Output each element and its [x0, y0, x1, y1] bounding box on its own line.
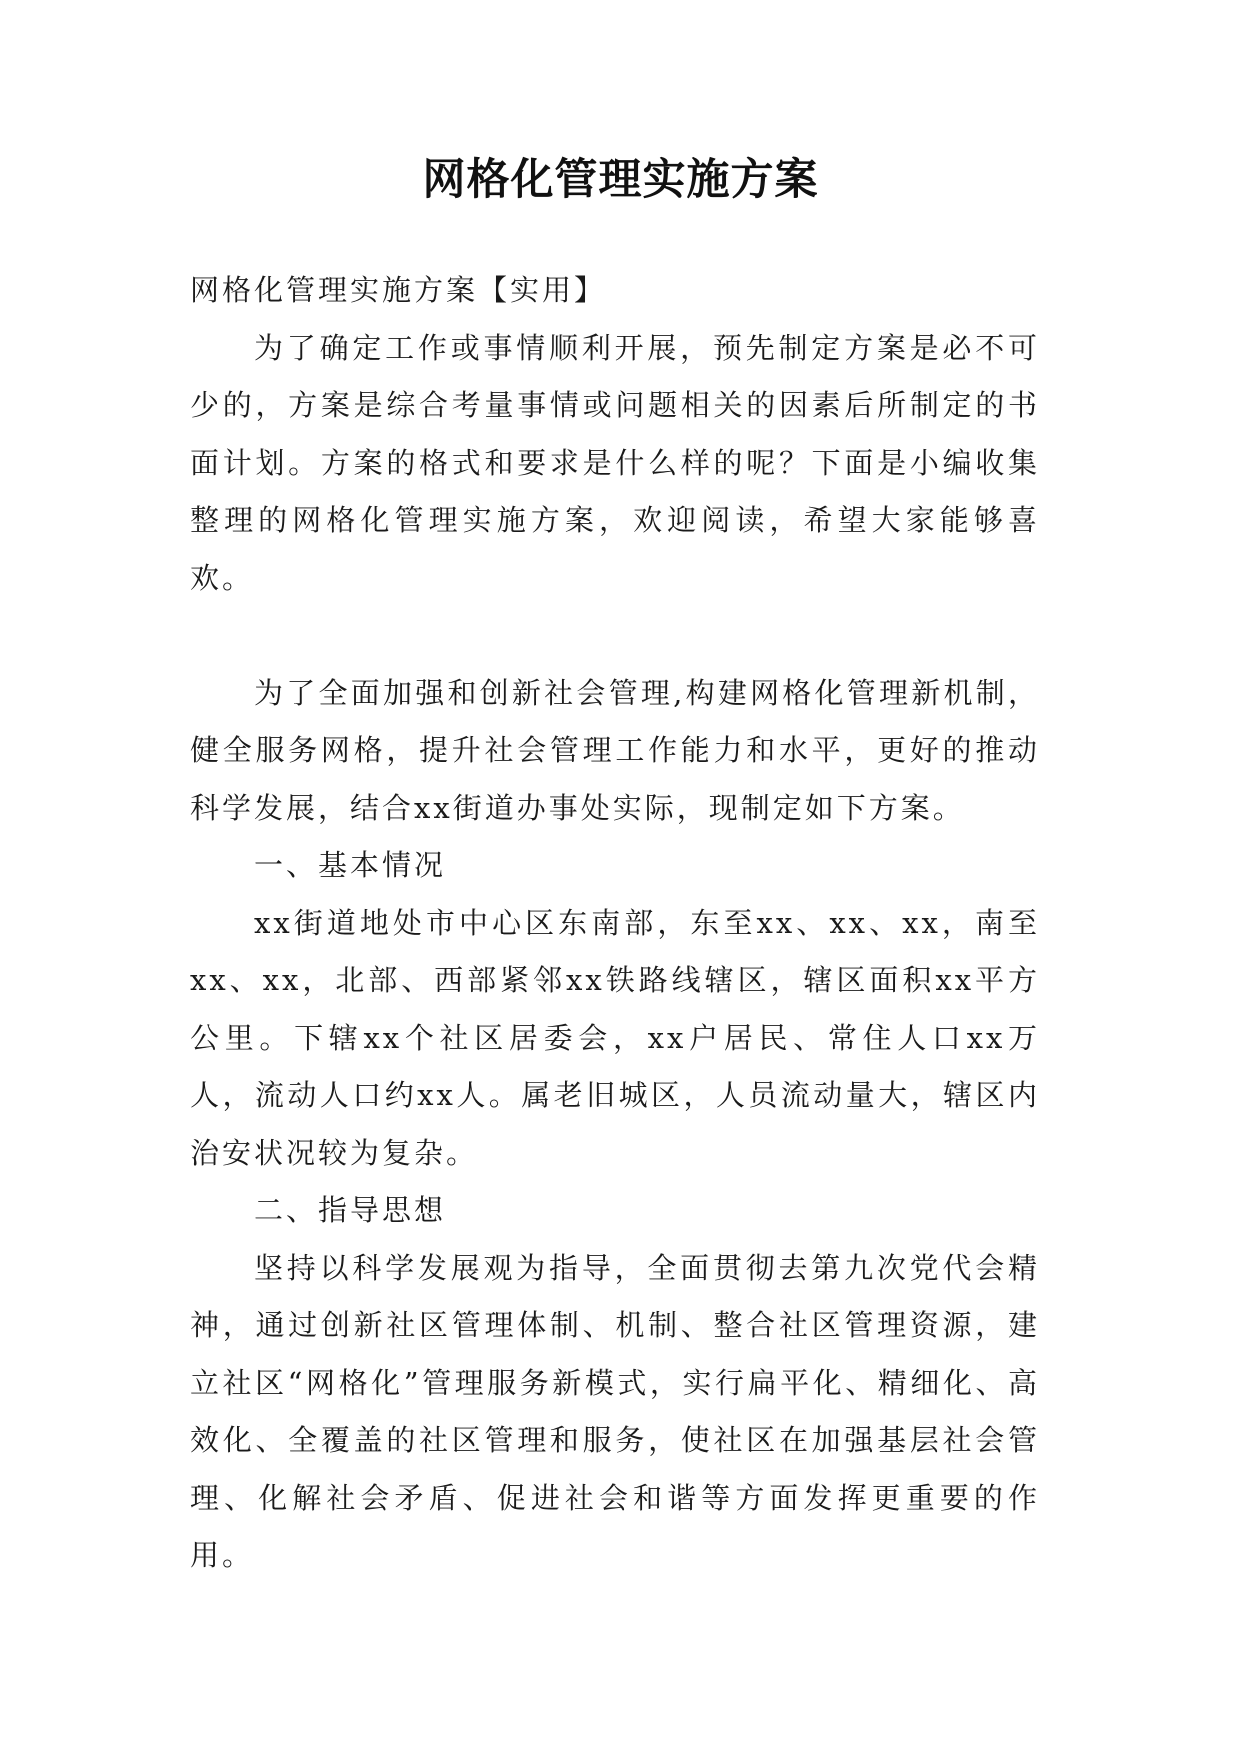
subtitle-paragraph: 网格化管理实施方案【实用】: [190, 273, 607, 307]
section-heading-guiding-ideology: 二、指导思想: [254, 1193, 447, 1227]
purpose-paragraph: 为了全面加强和创新社会管理,构建网格化管理新机制，健全服务网格，提升社会管理工作能力和水平，更好的推动科学发展，结合xx街道办事处实际，现制定如下方案。: [190, 675, 1040, 825]
guiding-ideology-paragraph: 坚持以科学发展观为指导，全面贯彻去第九次党代会精神，通过创新社区管理体制、机制、整合社区管理资源，建立社区“网格化”管理服务新模式，实行扁平化、精细化、高效化、全覆盖的社区管理和服务，使社区在加强基层社会管理、化解社会矛盾、促进社会和谐等方面发挥更重要的作用。: [190, 1250, 1040, 1572]
section-heading-basic-situation: 一、基本情况: [254, 848, 447, 882]
basic-situation-paragraph: xx街道地处市中心区东南部，东至xx、xx、xx，南至xx、xx，北部、西部紧邻xx铁路线辖区，辖区面积xx平方公里。下辖xx个社区居委会，xx户居民、常住人口xx万人，流动人口约xx人。属老旧城区，人员流动量大，辖区内治安状况较为复杂。: [190, 905, 1040, 1170]
document-body: [190, 262, 1040, 1585]
document-title: 网格化管理实施方案: [422, 155, 819, 205]
intro-paragraph: 为了确定工作或事情顺利开展，预先制定方案是必不可少的，方案是综合考量事情或问题相关的因素后所制定的书面计划。方案的格式和要求是什么样的呢？下面是小编收集整理的网格化管理实施方案，欢迎阅读，希望大家能够喜欢。: [190, 330, 1040, 595]
